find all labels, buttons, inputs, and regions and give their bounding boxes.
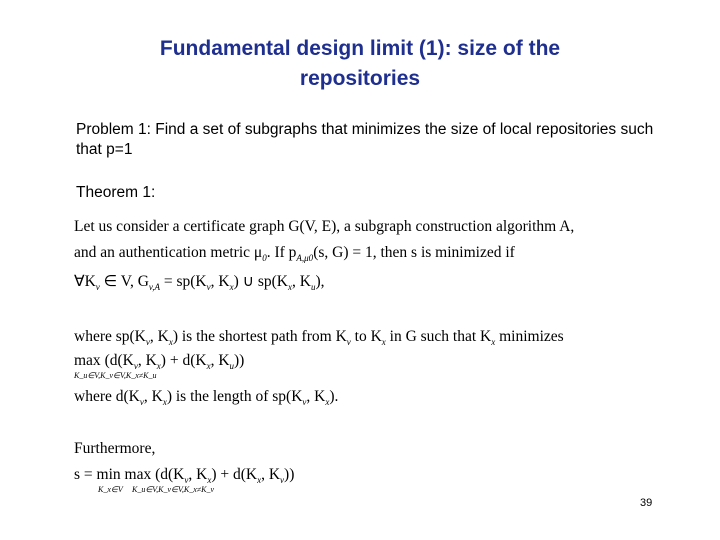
theorem-line-7: Furthermore, (74, 440, 156, 457)
max-subscript: K_u∈V,K_v∈V,K_x≠K_u (74, 371, 157, 380)
theorem-line-8: $s = \min \max (d(K_v$, $K_x) + d(K_x$, $K_v$)) (74, 466, 295, 485)
page-number: 39 (640, 497, 653, 509)
theorem-line-5: $\max (d(K_v$, $K_x) + d(K_x$, $K_u$)) (74, 352, 245, 371)
theorem-line-6: where $d(K_v$, $K_x$) is the length of $sp(K_v$, $K_x$). (74, 388, 339, 407)
theorem-line-3: $\forall K_v$ ∈ V, $G_{v,A} = sp(K_v$, $K_x$) ∪ $sp(K_x$, $K_u$), (74, 273, 325, 292)
problem-statement: Problem 1: Find a set of subgraphs that minimizes the size of local repositories such that p=1 (76, 121, 654, 158)
theorem-line-1: Let us consider a certificate graph G(V, E), a subgraph construction algorithm A, (74, 218, 575, 235)
title-line-1: Fundamental design limit (1): size of the (159, 37, 561, 60)
theorem-label: Theorem 1: (76, 184, 156, 201)
title-line-2: repositories (299, 67, 421, 90)
slide-title (120, 34, 600, 94)
max-subscript-2: K_u∈V,K_v∈V,K_x≠K_v (132, 485, 215, 494)
min-subscript: K_x∈V (98, 485, 123, 494)
theorem-line-4: where $sp(K_v$, $K_x$) is the shortest path from $K_v$ to $K_x$ in G such that $K_x$ minimizes (74, 328, 564, 347)
theorem-line-2: and an authentication metric $\mu_0$. If $p_{A,\mu 0}(s$, G) = 1, then s is minimized if (74, 244, 515, 263)
